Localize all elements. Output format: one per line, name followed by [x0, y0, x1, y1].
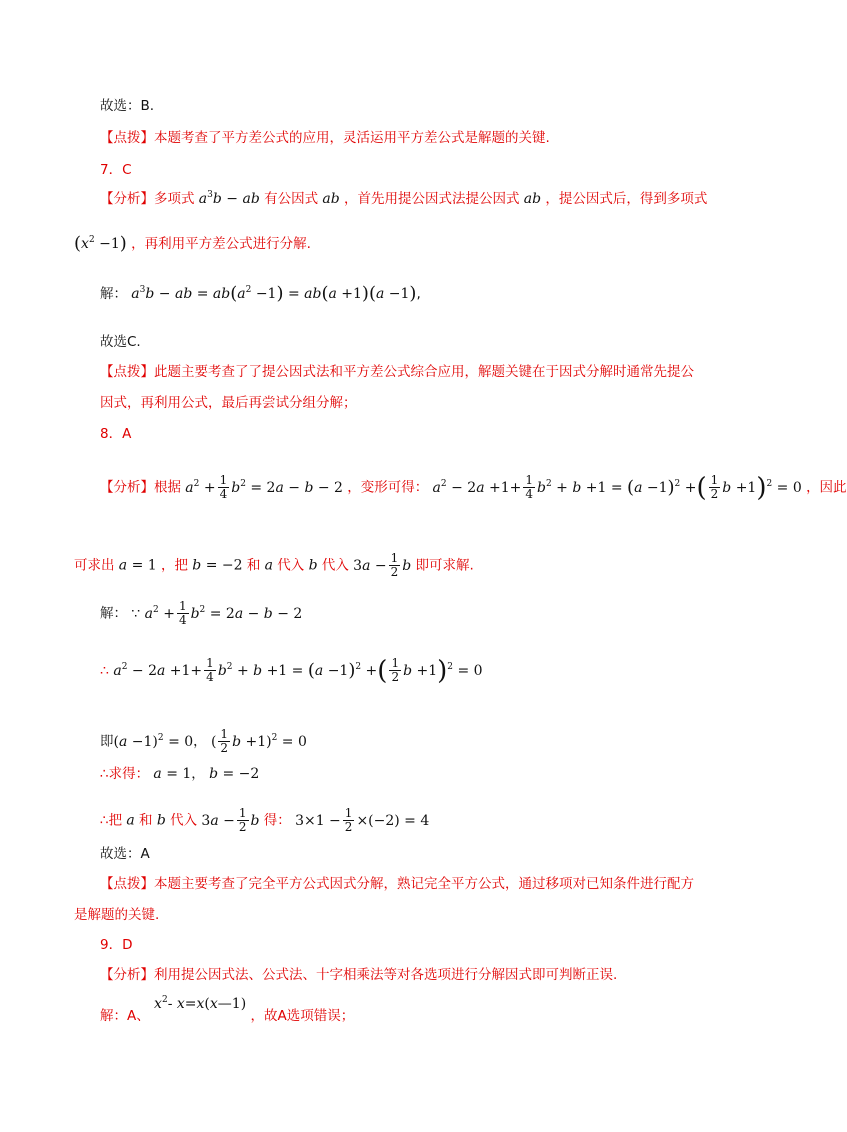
math-expr: a = 1: [153, 766, 192, 782]
analysis-tag: 【分析】: [100, 191, 154, 207]
math-expr: a = 1: [118, 557, 157, 574]
solution-tag: 解：: [100, 605, 127, 622]
question-7-answer: [100, 332, 141, 352]
solution-tag: 解：: [100, 286, 127, 302]
solution-text: 和: [139, 812, 153, 829]
math-expr: 3a − $\frac{1}{2}$ b: [353, 551, 412, 579]
question-7-title-text: 7．C: [100, 162, 132, 178]
math-expr: b: [156, 812, 166, 829]
answer-text: 故选C.: [100, 334, 141, 350]
math-expr: 3×1 − $\frac{1}{2}$ ×(−2) = 4: [295, 806, 430, 834]
tip-text: 因式，再利用公式，最后再尝试分组分解；: [100, 395, 357, 411]
question-8-solution-line3: 即$(a -1)^2 = 0$， ( $\frac{1}{2}$ b +1)$^2$ = 0: [100, 727, 307, 755]
question-8-solution-line4: ∴求得： a = 1， b = −2: [100, 766, 260, 782]
tip-text: 是解题的关键.: [74, 907, 160, 923]
math-expr: ( $\frac{1}{2}$ b +1)$^2$ = 0: [210, 727, 307, 755]
tip-line-6: [100, 128, 550, 148]
analysis-text: 即可求解.: [415, 557, 474, 574]
answer-text: 故选：A: [100, 846, 150, 862]
math-expr: $a^3b$ − ab = $ab(a^2 -1) = ab(a +1)(a -1)$: [131, 283, 417, 304]
question-8-tip-line1: [100, 874, 694, 894]
analysis-tag: 【分析】: [100, 967, 154, 983]
math-expr: 3a − $\frac{1}{2}$ b: [201, 806, 260, 834]
math-expr: ab: [322, 191, 340, 207]
question-7-title: [100, 160, 132, 180]
math-expr: $a^3b$ − ab: [198, 190, 260, 207]
question-7-tip-line2: [100, 393, 357, 413]
tip-tag: 【点拨】: [100, 364, 154, 380]
math-expr: ab: [523, 191, 542, 207]
analysis-text: 和: [246, 557, 261, 574]
question-9-title-text: 9．D: [100, 937, 133, 953]
analysis-text: 代入: [277, 557, 305, 574]
question-8-solution-line5: [100, 807, 429, 834]
analysis-text: ，再利用平方差公式进行分解.: [131, 236, 311, 252]
analysis-text: 有公因式: [264, 191, 319, 207]
analysis-text: ，把: [160, 557, 188, 574]
analysis-text: ，首先用提公因式法提公因式: [344, 191, 520, 207]
analysis-text: ，因此: [806, 479, 847, 496]
solution-text: ，故A选项错误；: [250, 1008, 355, 1024]
question-8-title: [100, 424, 131, 444]
tip-tag: 【点拨】: [100, 876, 154, 892]
analysis-text: 根据: [154, 479, 181, 496]
question-8-solution-line2: [100, 657, 483, 684]
solution-text: 代入: [170, 812, 198, 829]
tip-tag: 【点拨】: [100, 130, 154, 146]
tip-text: 本题考查了平方差公式的应用，灵活运用平方差公式是解题的关键.: [154, 130, 550, 146]
analysis-text: 代入: [321, 557, 349, 574]
question-7-analysis-line1: [100, 189, 707, 209]
analysis-text: 利用提公因式法、公式法、十字相乘法等对各选项进行分解因式即可判断正误.: [154, 967, 618, 983]
question-7-tip-line1: [100, 362, 694, 382]
math-expr: a: [126, 812, 135, 829]
analysis-text: ，提公因式后，得到多项式: [545, 191, 708, 207]
answer-b-text: 故选：B.: [100, 98, 155, 114]
math-expr: b = −2: [192, 557, 243, 574]
answer-b-line: [100, 96, 154, 116]
math-expr: b = −2: [209, 766, 260, 782]
solution-text: ∴求得：: [100, 766, 150, 782]
solution-text: 解：A、: [100, 1008, 150, 1024]
tip-text: 此题主要考查了了提公因式法和平方差公式综合应用，解题关键在于因式分解时通常先提公: [154, 364, 694, 380]
math-expr: $a^2 - 2a +1+$ $\frac{1}{4}$ $b^2 + b +1 = (a -1)^2$ +( $\frac{1}{2}$ b +1)$^2$ = 0: [432, 472, 802, 503]
math-expr: ∵ $a^2$ + $\frac{1}{4}$ $b^2 = 2a - b - 2$: [131, 599, 303, 627]
math-expr: b: [308, 557, 318, 574]
math-expr: ∴ $a^2 - 2a +1+$ $\frac{1}{4}$ $b^2 + b +1 = (a -1)^2$ +( $\frac{1}{2}$ b +1)$^2$ = 0: [100, 655, 483, 686]
analysis-text: ，变形可得：: [347, 479, 429, 496]
math-expr: a: [264, 557, 273, 574]
question-8-tip-line2: [74, 905, 159, 925]
question-8-analysis-line1: [100, 474, 847, 501]
math-expr: $(a -1)^2 = 0$: [113, 732, 194, 750]
question-8-answer: [100, 844, 150, 864]
question-9-analysis: [100, 965, 617, 985]
solution-text: 即: [100, 733, 114, 750]
question-9-title: [100, 935, 132, 955]
question-9-solution: [100, 995, 355, 1026]
question-8-analysis-line2: [74, 552, 474, 579]
math-expr: $(x^2 -1)$: [74, 233, 127, 254]
math-expr: $x^2-$ x=x(x—1): [154, 995, 247, 1012]
question-8-title-text: 8．A: [100, 426, 132, 442]
question-7-solution: 解： $a^3b$ − ab = $ab(a^2 -1) = ab(a +1)(a -1)$,: [100, 283, 421, 304]
tip-text: 本题主要考查了完全平方公式因式分解，熟记完全平方公式，通过移项对已知条件进行配方: [154, 876, 694, 892]
math-expr: $a^2$ + $\frac{1}{4}$ $b^2 = 2a - b - 2$: [185, 473, 343, 501]
question-8-solution-line1: [100, 600, 302, 627]
analysis-tag: 【分析】: [100, 479, 154, 496]
solution-text: ∴把: [100, 812, 123, 829]
analysis-text: 可求出: [74, 557, 115, 574]
solution-text: 得：: [263, 812, 291, 829]
analysis-text: 多项式: [154, 191, 195, 207]
question-7-analysis-line2: [74, 234, 311, 254]
